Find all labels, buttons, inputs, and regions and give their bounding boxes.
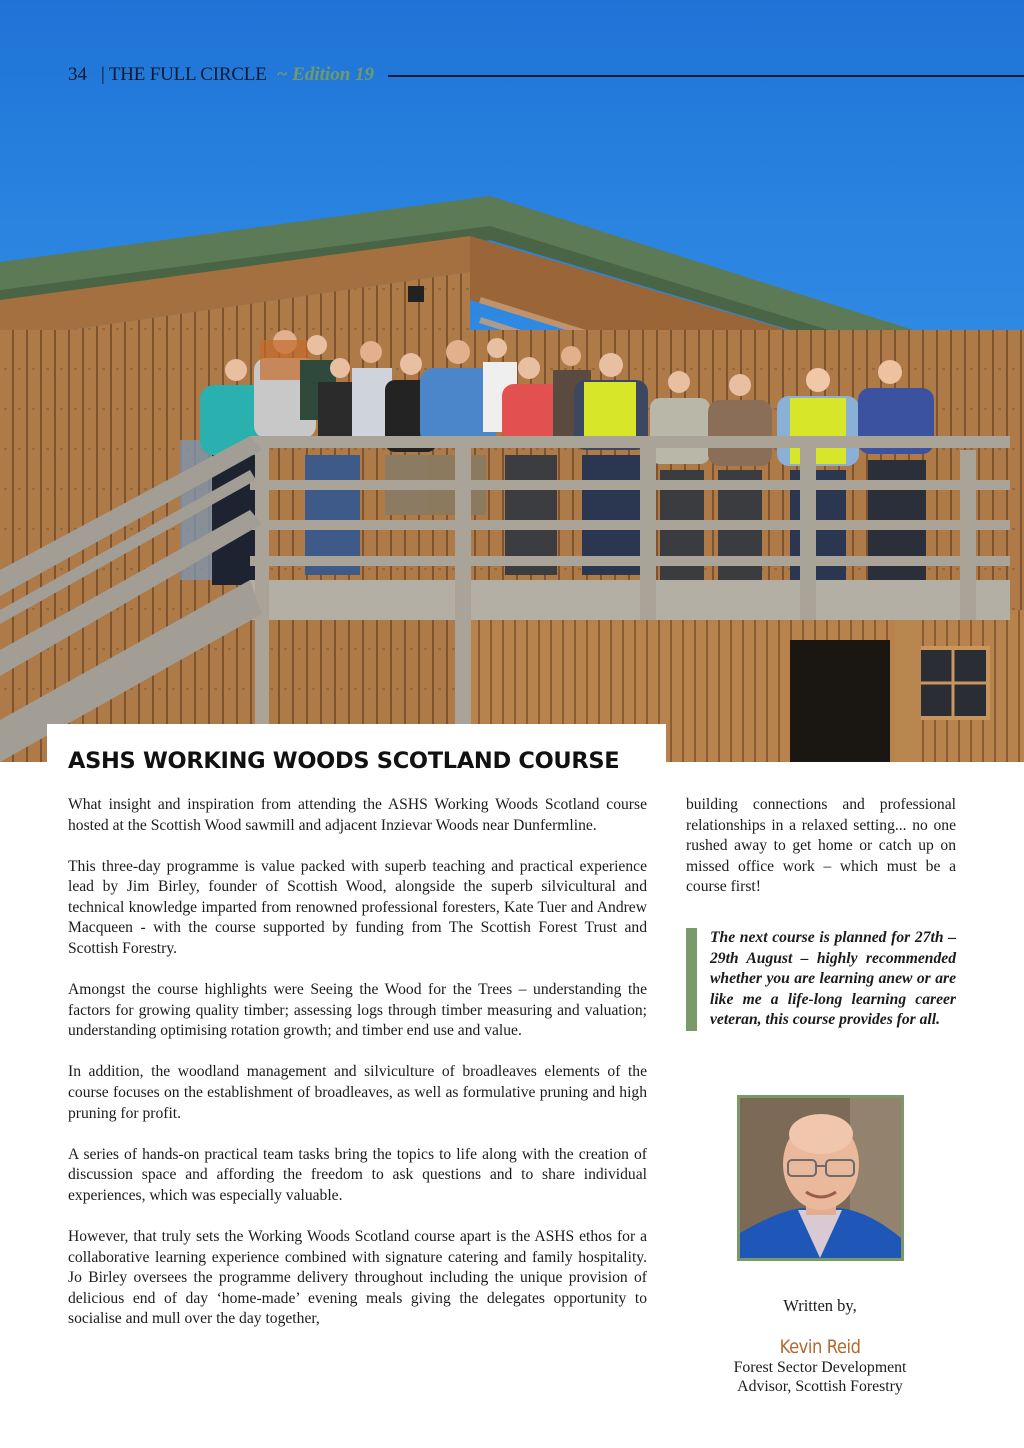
article-title-box [47,724,666,784]
edition-label: ~ Edition 19 [276,64,375,85]
article-paragraph: A series of hands-on practical team tasks bring the topics to life along with the creation of discussion space and affording the freedom to ask questions and to share individual experiences, which was especially valuable. [68,1145,647,1204]
running-header [68,62,1024,88]
author-role-line-2: Advisor, Scottish Forestry [737,1378,903,1395]
article-continuation: building connections and professional relationships in a relaxed setting... no one rushed away to get home or catch up on missed office work – which must be a course first! [686,796,956,896]
author-name: Kevin Reid [779,1336,861,1358]
article-paragraph: However, that truly sets the Working Woods Scotland course apart is the ASHS ethos for a collaborative learning experience combined with signature catering and family hospitality. Jo Birley oversees the programme delivery throughout including the unique provision of delicious end of day ‘home-made’ evening meals giving the delegates opportunity to socialise and mull over the day together, [68,1228,647,1328]
article-body-left-column [68,795,647,1350]
article-paragraph: What insight and inspiration from attending the ASHS Working Woods Scotland course hosted at the Scottish Wood sawmill and adjacent Inzievar Woods near Dunfermline. [68,796,647,834]
author-byline [700,1296,940,1396]
header-rule [388,75,1024,77]
written-by-label: Written by, [783,1296,857,1315]
article-paragraph: In addition, the woodland management and silviculture of broadleaves elements of the course focuses on the establishment of broadleaves, as well as formulative pruning and high pruning for profit. [68,1063,647,1122]
magazine-title: THE FULL CIRCLE [108,64,267,85]
header-separator: | [101,64,105,85]
author-portrait-illustration [740,1098,901,1258]
author-role-line-1: Forest Sector Development [733,1359,907,1376]
article-paragraph: Amongst the course highlights were Seeing the Wood for the Trees – understanding the factors for growing quality timber; assessing logs through timber measuring and valuation; understanding optimising rotation growth; and timber end use and value. [68,981,647,1040]
pull-quote [686,928,956,1031]
article-body-right-column [686,795,956,898]
barn-door-opening [790,640,890,762]
pull-quote-text: The next course is planned for 27th – 29th August – highly recommended whether you are learning anew or are like me a life-long learning career veteran, this course provides for all. [710,929,956,1029]
article-paragraph: This three-day programme is value packed with superb teaching and practical experience lead by Jim Birley, founder of Scottish Wood, alongside the superb silvicultural and technical knowledge imparted from renowned professional foresters, Kate Tuer and Andrew Macqueen - with the course supported by funding from The Scottish Forest Trust and Scottish Forestry. [68,857,647,958]
pull-quote-bar [686,928,697,1031]
author-portrait [737,1095,904,1261]
page-number: 34 [68,64,87,85]
article-title: ASHS WORKING WOODS SCOTLAND COURSE [68,748,620,774]
wall-lamp [408,286,424,302]
